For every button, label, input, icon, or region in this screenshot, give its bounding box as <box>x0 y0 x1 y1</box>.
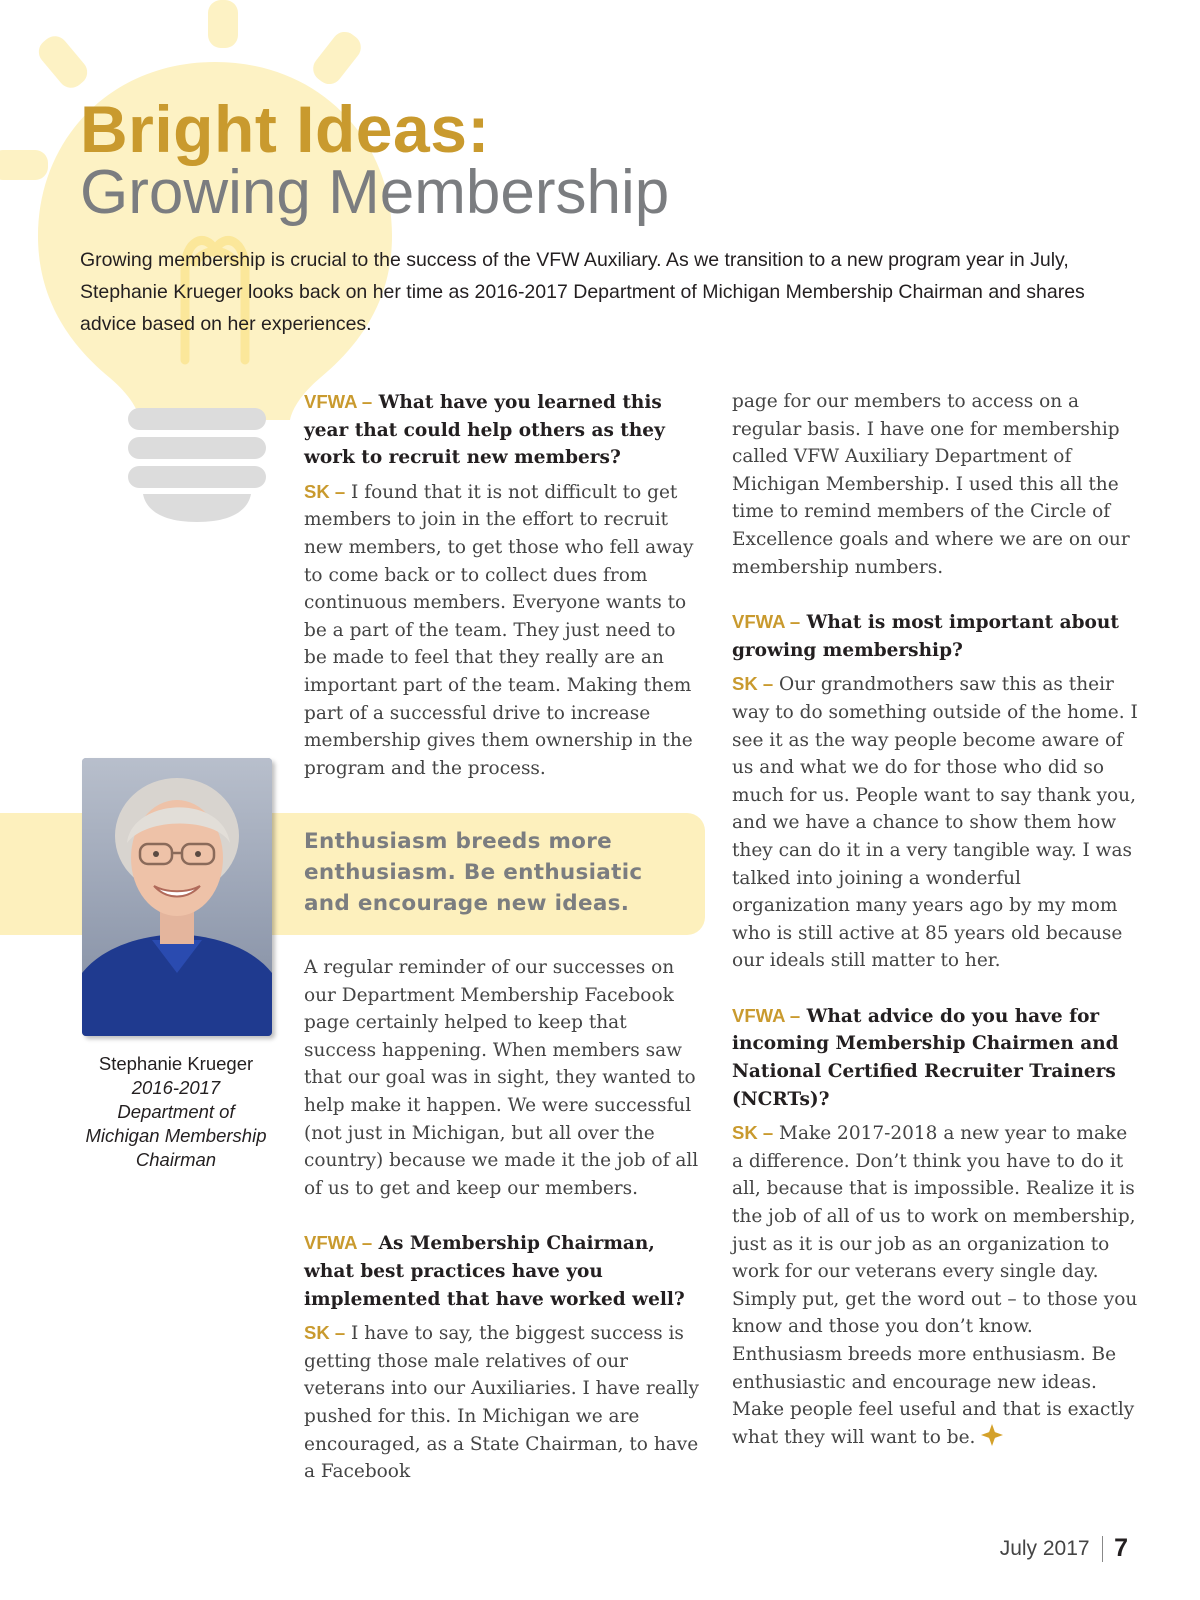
page-number: 7 <box>1114 1534 1128 1562</box>
question-4-text: What advice do you have for incoming Membership Chairmen and National Certified Recruiter Trainers (NCRTs)? <box>732 1005 1119 1110</box>
issue-date: July 2017 <box>999 1536 1090 1560</box>
photo-caption <box>60 1052 292 1172</box>
answer-3-text: Our grandmothers saw this as their way to do something outside of the home. I see it as the way people become aware of us and what we do for those who did so much for us. People want to say thank you, and we have a chance to show them how they can do it in a very tangible way. I was talked into joining a wonderful organization many years ago by my mom who is still active at 85 years old because our ideals still matter to her. <box>732 674 1138 972</box>
paragraph-gap <box>304 1202 704 1229</box>
intro-paragraph: Growing membership is crucial to the success of the VFW Auxiliary. As we transition to a new program year in July, Stephanie Krueger looks back on her time as 2016-2017 Department of Michigan Membership Chairman and shares advice based on her experiences. <box>80 249 1085 335</box>
column-1-lower <box>304 954 704 1486</box>
vfwa-label: VFWA – <box>304 391 373 412</box>
answer-3 <box>732 670 1142 975</box>
pull-quote: Enthusiasm breeds more enthusiasm. Be enthusiatic and encourage new ideas. <box>304 829 643 916</box>
answer-1-part-2: A regular reminder of our successes on our Department Membership Facebook page certainly helped to keep that success happening. When members saw that our goal was in sight, they wanted to help make it happen. We were successful (not just in Michigan, but all over the country) because we made it the job of all of us to get and keep our members. <box>304 957 699 1199</box>
vfwa-label: VFWA – <box>732 611 801 633</box>
paragraph-gap <box>732 975 1142 1002</box>
paragraph-gap <box>732 581 1142 608</box>
page-title-line2: Growing Membership <box>80 158 670 227</box>
sk-label: SK – <box>304 1322 346 1344</box>
column-2 <box>732 388 1142 1451</box>
vfwa-label: VFWA – <box>304 1232 373 1254</box>
question-3 <box>732 608 1142 664</box>
answer-4 <box>732 1119 1142 1451</box>
answer-1-part-1 <box>304 478 704 783</box>
caption-role-line2: Michigan Membership <box>85 1125 267 1146</box>
portrait-photo <box>82 758 272 1036</box>
question-4 <box>732 1002 1142 1113</box>
sk-label: SK – <box>304 480 346 502</box>
sk-label: SK – <box>732 673 774 695</box>
answer-2-part-2: page for our members to access on a regular basis. I have one for membership called VFW Auxiliary Department of Michigan Membership. I used this all the time to remind members of the Circle of Excellence goals and where we are on our membership numbers. <box>732 391 1130 578</box>
caption-years: 2016-2017 <box>131 1077 221 1098</box>
footer-divider <box>1102 1536 1104 1562</box>
caption-name: Stephanie Krueger <box>98 1053 254 1074</box>
caption-role-line1: Department of <box>117 1101 235 1122</box>
vfwa-label: VFWA – <box>732 1004 801 1026</box>
question-1-text: What have you learned this year that could help others as they work to recruit new members? <box>304 392 665 469</box>
answer-2-part-1-text: I have to say, the biggest success is getting those male relatives of our veterans into our Auxiliaries. I have really pushed for this. In Michigan we are encouraged, as a State Chairman, to have a Facebook <box>304 1323 699 1483</box>
page-footer <box>1000 1534 1128 1563</box>
column-1-upper <box>304 388 704 782</box>
question-2 <box>304 1229 704 1313</box>
vfw-cross-icon <box>981 1424 1003 1446</box>
answer-2-part-1 <box>304 1319 704 1486</box>
answer-4-text: Make 2017-2018 a new year to make a difference. Don’t think you have to do it all, because that is impossible. Realize it is the job of all of us to work on membership, just as it is our job as an organization to work for our veterans every single day. Simply put, get the word out – to those you know and those you don’t know. Enthusiasm breeds more enthusiasm. Be enthusiastic and encourage new ideas. Make people feel useful and that is exactly what they will want to be. <box>732 1123 1138 1448</box>
question-2-text: As Membership Chairman, what best practices have you implemented that have worked well? <box>304 1233 685 1310</box>
sk-label: SK – <box>732 1122 774 1144</box>
page-title-line1: Bright Ideas: <box>80 92 490 166</box>
answer-1-part-1-text: I found that it is not difficult to get members to join in the effort to recruit new members, to get those who fell away to come back or to collect dues from continuous members. Everyone wants to be a part of the team. They just need to be made to feel that they really are an important part of the team. Making them part of a successful drive to increase membership gives them ownership in the program and the process. <box>304 481 694 779</box>
question-3-text: What is most important about growing membership? <box>732 612 1119 661</box>
question-1 <box>304 388 704 472</box>
caption-role-line3: Chairman <box>135 1149 217 1170</box>
